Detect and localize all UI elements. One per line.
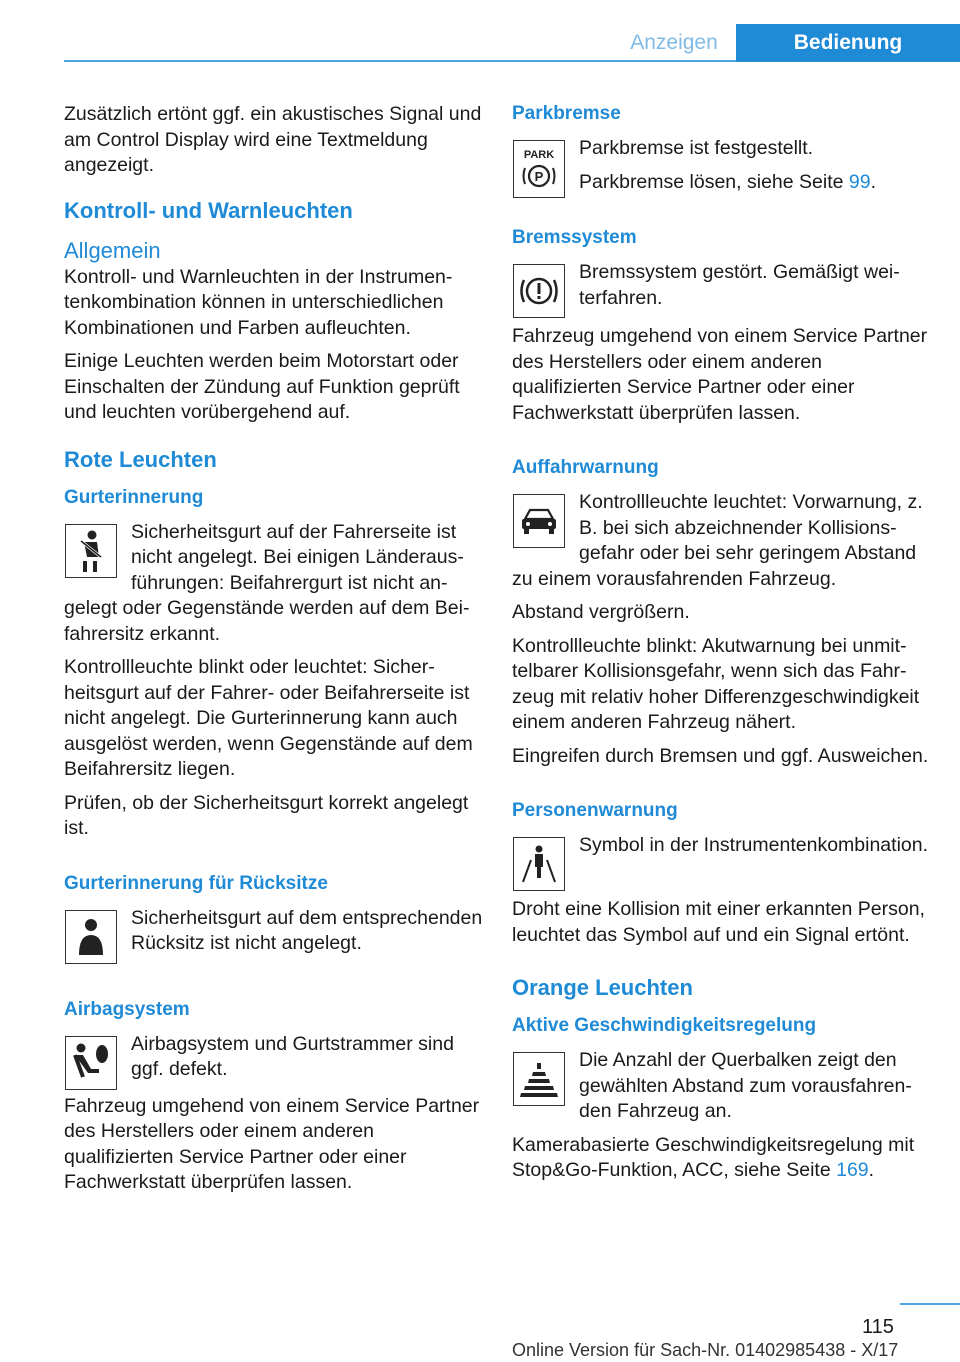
heading-orange-leuchten: Orange Leuchten	[512, 975, 693, 1000]
parkbremse-ref-text: Parkbremse lösen, siehe Seite	[579, 170, 849, 193]
entry-bremssystem	[512, 260, 930, 324]
auffahrwarnung-paragraph-4: Eingreifen durch Bremsen und ggf. Ausweichen.	[512, 744, 929, 767]
page-link-169[interactable]: 169	[836, 1159, 869, 1181]
bremssystem-paragraph-2: Fahrzeug umgehend von einem Service Partner des Herstellers oder einem anderen qualifizierten Service Partner oder einer Fachwerkstatt überprüfen lassen.	[512, 325, 928, 424]
intro-text: Zusätzlich ertönt ggf. ein akustisches Signal und am Control Display wird eine Textmeldung angezeigt.	[64, 103, 482, 176]
auffahrwarnung-paragraph-2: Abstand vergrößern.	[512, 601, 690, 623]
heading-personenwarnung: Personenwarnung	[512, 800, 678, 821]
airbag-icon	[65, 1036, 117, 1090]
parkbremse-paragraph-1: Parkbremse ist festgestellt.	[579, 137, 814, 159]
personenwarnung-paragraph-1: Symbol in der Instrumentenkombination.	[579, 834, 929, 856]
personenwarnung-paragraph-2: Droht eine Kollision mit einer erkannten Person, leuchtet das Symbol auf und ein Signal ertönt.	[512, 898, 925, 946]
online-version-note: Online Version für Sach-Nr. 01402985438 - X/17	[512, 1340, 899, 1360]
heading-kontroll-warnleuchten: Kontroll- und Warnleuchten	[64, 197, 353, 223]
airbag-paragraph-2: Fahrzeug umgehend von einem Service Partner des Herstellers oder einem anderen qualifizierten Service Partner oder einer Fachwerkstatt überprüfen lassen.	[64, 1094, 480, 1193]
tab-anzeigen[interactable]: Anzeigen	[630, 31, 718, 54]
airbag-paragraph-1: Airbagsystem und Gurtstrammer sind ggf. defekt.	[131, 1032, 454, 1080]
seatbelt-icon	[65, 524, 117, 578]
entry-airbag	[64, 1032, 484, 1096]
ruecksitze-paragraph-1: Sicherheitsgurt auf dem entsprechenden Rücksitz ist nicht angelegt.	[131, 906, 483, 954]
acc-ref-end: .	[868, 1159, 875, 1181]
left-column	[64, 102, 484, 1204]
heading-parkbremse: Parkbremse	[512, 103, 621, 124]
parkbremse-ref-end: .	[870, 170, 877, 193]
tab-bedienung[interactable]: Bedienung	[736, 24, 960, 62]
heading-rote-leuchten: Rote Leuchten	[64, 446, 217, 472]
page-number: 115	[862, 1316, 894, 1338]
allgemein-paragraph-1: Kontroll- und Warnleuchten in der Instrumentenkombination können in unterschiedlichen Kombinationen und Farben aufleuchten.	[64, 265, 453, 339]
acc-ref-text: Kamerabasierte Geschwindigkeitsregelung mit Stop&Go-Funktion, ACC, siehe Seite	[512, 1133, 915, 1181]
allgemein-paragraph-2: Einige Leuchten werden beim Motorstart oder Einschalten der Zündung auf Funktion geprüft und leuchten vorübergehend auf.	[64, 350, 460, 423]
heading-aktive-geschwindigkeitsregelung: Aktive Geschwindigkeitsregelung	[512, 1015, 817, 1036]
heading-allgemein: Allgemein	[64, 237, 161, 263]
gurterinnerung-paragraph-2: Kontrollleuchte blinkt oder leuchtet: Sicherheitsgurt auf der Fahrer- oder Beifahrerseite ist nicht angelegt. Die Gurterinnerung kann auch ausgelöst werden, wenn Gegenstände auf dem Beifahrersitz liegen.	[64, 656, 473, 780]
right-column	[512, 102, 930, 1192]
heading-gurterinnerung-ruecksitze: Gurterinnerung für Rücksitze	[64, 872, 328, 894]
entry-parkbremse	[512, 136, 930, 204]
collision-warning-icon	[513, 494, 565, 548]
page-link-99[interactable]: 99	[848, 170, 871, 193]
auffahrwarnung-paragraph-1: Kontrollleuchte leuchtet: Vorwarnung, z. B. bei sich abzeichnender Kollisionsgefahr oder bei sehr geringem Abstand zu einem vorausfahrenden Fahrzeug.	[512, 491, 923, 590]
parkbremse-paragraph-2	[512, 170, 930, 196]
park-brake-icon	[513, 140, 565, 198]
gurterinnerung-paragraph-3: Prüfen, ob der Sicherheitsgurt korrekt angelegt ist.	[64, 791, 469, 839]
acc-distance-icon	[513, 1052, 565, 1106]
auffahrwarnung-paragraph-3: Kontrollleuchte blinkt: Akutwarnung bei unmittelbarer Kollisionsgefahr, wenn sich das Fahrzeug mit relativ hoher Differenzgeschwindigkeit einem anderen Fahrzeug nähert.	[512, 634, 920, 733]
entry-auffahrwarnung	[512, 490, 930, 600]
acc-paragraph-1: Die Anzahl der Querbalken zeigt den gewählten Abstand zum vorausfahrenden Fahrzeug an.	[579, 1049, 912, 1122]
park-icon-label: PARK	[523, 149, 555, 161]
acc-paragraph-2	[512, 1133, 930, 1184]
heading-auffahrwarnung: Auffahrwarnung	[512, 457, 659, 478]
entry-acc	[512, 1048, 930, 1133]
heading-bremssystem: Bremssystem	[512, 227, 637, 248]
svg-text:P: P	[534, 169, 544, 184]
footer-rule	[900, 1303, 960, 1305]
entry-gurterinnerung	[64, 520, 484, 656]
pedestrian-warning-icon	[513, 837, 565, 891]
bremssystem-paragraph-1: Bremssystem gestört. Gemäßigt weiterfahren.	[579, 261, 900, 309]
heading-airbagsystem: Airbagsystem	[64, 998, 190, 1020]
brake-warning-icon	[513, 264, 565, 318]
heading-gurterinnerung: Gurterinnerung	[64, 486, 204, 508]
entry-ruecksitze	[64, 906, 484, 970]
entry-personenwarnung	[512, 833, 930, 897]
rear-seat-occupant-icon	[65, 910, 117, 964]
gurterinnerung-paragraph-1: Sicherheitsgurt auf der Fahrerseite ist nicht angelegt. Bei einigen Länderausführungen: Beifahrergurt ist nicht angelegt oder Gegenstände werden auf dem Beifahrersitz erkannt.	[64, 520, 470, 645]
